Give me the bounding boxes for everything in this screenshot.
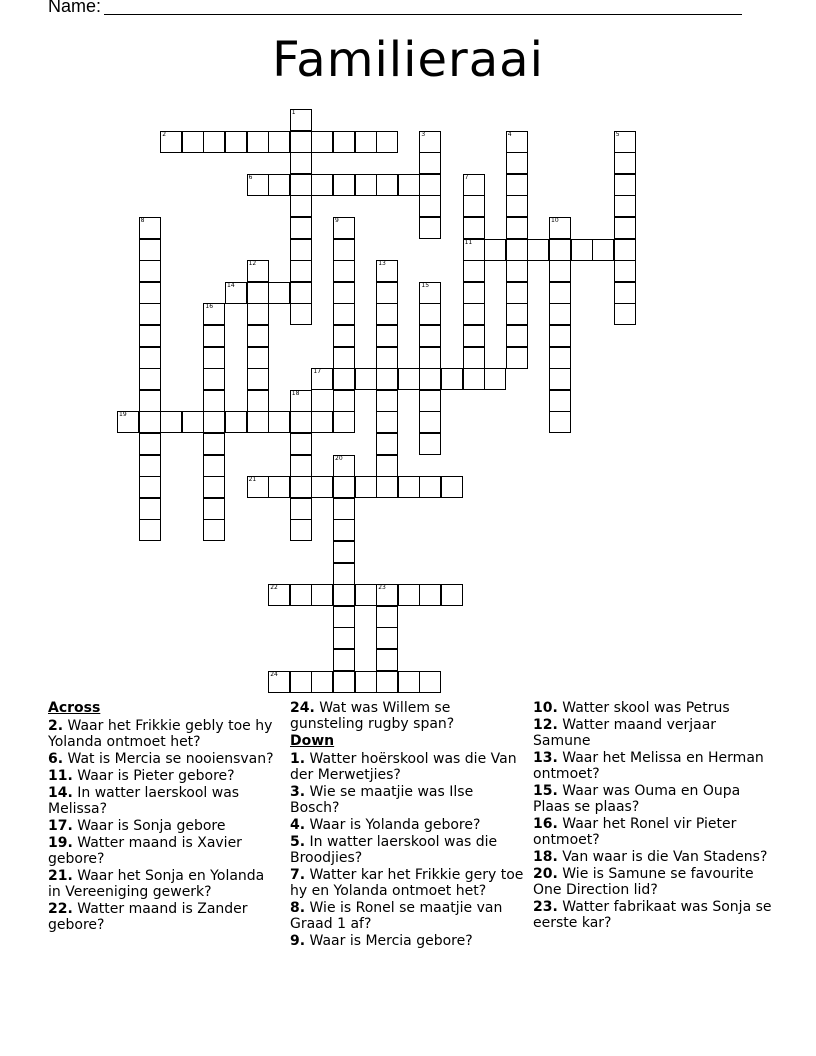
grid-cell[interactable] bbox=[419, 368, 441, 390]
grid-cell[interactable] bbox=[290, 174, 312, 196]
grid-cell[interactable] bbox=[419, 347, 441, 369]
grid-cell[interactable] bbox=[376, 455, 398, 477]
grid-cell[interactable] bbox=[290, 152, 312, 174]
grid-cell[interactable] bbox=[376, 282, 398, 304]
grid-cell[interactable] bbox=[203, 498, 225, 520]
clue-number-label: 3 bbox=[421, 130, 426, 138]
clue-text: Watter hoërskool was die Van der Merwetjies? bbox=[290, 751, 517, 783]
clue-number: 16. bbox=[533, 816, 558, 832]
grid-cell[interactable] bbox=[247, 282, 269, 304]
grid-cell[interactable] bbox=[203, 411, 225, 433]
grid-cell[interactable] bbox=[333, 541, 355, 563]
grid-cell[interactable] bbox=[333, 627, 355, 649]
grid-cell[interactable] bbox=[333, 606, 355, 628]
grid-cell[interactable] bbox=[484, 239, 506, 261]
clue-number-label: 8 bbox=[140, 217, 145, 224]
grid-cell[interactable] bbox=[333, 411, 355, 433]
clue-text: In watter laerskool was Melissa? bbox=[48, 785, 240, 817]
grid-cell[interactable] bbox=[549, 347, 571, 369]
grid-cell[interactable] bbox=[247, 390, 269, 412]
grid-cell[interactable] bbox=[333, 368, 355, 390]
grid-cell[interactable] bbox=[203, 131, 225, 153]
clue-text: Wat is Mercia se nooiensvan? bbox=[63, 751, 274, 767]
grid-cell[interactable] bbox=[419, 476, 441, 498]
grid-cell[interactable] bbox=[290, 671, 312, 693]
grid-cell[interactable] bbox=[506, 325, 528, 347]
clue-item bbox=[533, 816, 773, 848]
grid-cell[interactable] bbox=[506, 239, 528, 261]
grid-cell[interactable] bbox=[506, 217, 528, 239]
grid-cell[interactable] bbox=[311, 671, 333, 693]
grid-cell[interactable] bbox=[484, 368, 506, 390]
clue-item bbox=[533, 717, 773, 749]
grid-cell[interactable] bbox=[247, 325, 269, 347]
grid-cell[interactable] bbox=[203, 390, 225, 412]
clue-item bbox=[533, 700, 773, 716]
clue-number-label: 16 bbox=[205, 303, 214, 311]
clue-item bbox=[533, 899, 773, 931]
grid-cell[interactable] bbox=[139, 325, 161, 347]
grid-cell[interactable] bbox=[506, 282, 528, 304]
clue-column-1 bbox=[48, 700, 278, 934]
grid-cell[interactable] bbox=[139, 217, 161, 239]
grid-cell[interactable] bbox=[376, 303, 398, 325]
grid-cell[interactable] bbox=[398, 584, 420, 606]
clue-number-label: 22 bbox=[270, 584, 278, 592]
grid-cell[interactable] bbox=[398, 476, 420, 498]
clue-number-label: 23 bbox=[378, 584, 386, 592]
grid-cell[interactable] bbox=[247, 368, 269, 390]
grid-cell[interactable] bbox=[333, 519, 355, 541]
clue-text: In watter laerskool was die Broodjies? bbox=[290, 834, 498, 866]
clue-number: 19. bbox=[48, 835, 73, 851]
grid-cell[interactable] bbox=[376, 606, 398, 628]
clue-text: Watter kar het Frikkie gery toe hy en Yolanda ontmoet het? bbox=[290, 867, 524, 899]
grid-cell[interactable] bbox=[139, 455, 161, 477]
grid-cell[interactable] bbox=[160, 411, 182, 433]
grid-cell[interactable] bbox=[290, 433, 312, 455]
grid-cell[interactable] bbox=[376, 174, 398, 196]
grid-cell[interactable] bbox=[419, 217, 441, 239]
grid-cell[interactable] bbox=[290, 260, 312, 282]
clue-text: Waar was Ouma en Oupa Plaas se plaas? bbox=[533, 783, 741, 815]
grid-cell[interactable] bbox=[506, 174, 528, 196]
grid-cell[interactable] bbox=[419, 174, 441, 196]
grid-cell[interactable] bbox=[139, 390, 161, 412]
grid-cell[interactable] bbox=[268, 174, 290, 196]
clue-number: 10. bbox=[533, 700, 558, 716]
clue-item bbox=[290, 817, 525, 833]
grid-cell[interactable] bbox=[290, 303, 312, 325]
grid-cell[interactable] bbox=[463, 303, 485, 325]
clue-number-label: 9 bbox=[335, 217, 339, 224]
clue-text: Waar is Pieter gebore? bbox=[72, 768, 235, 784]
grid-cell[interactable] bbox=[419, 195, 441, 217]
grid-cell[interactable] bbox=[549, 325, 571, 347]
clue-number-label: 20 bbox=[335, 454, 343, 462]
grid-cell[interactable] bbox=[376, 325, 398, 347]
grid-cell[interactable] bbox=[614, 195, 636, 217]
clue-item bbox=[290, 867, 525, 899]
clue-item bbox=[290, 784, 525, 816]
clue-item bbox=[290, 751, 525, 783]
grid-cell[interactable] bbox=[290, 498, 312, 520]
grid-cell[interactable] bbox=[268, 282, 290, 304]
clue-item bbox=[290, 900, 525, 932]
clue-number: 15. bbox=[533, 783, 558, 799]
grid-cell[interactable] bbox=[376, 433, 398, 455]
clue-item bbox=[290, 700, 525, 732]
clue-number-label: 13 bbox=[378, 260, 386, 268]
grid-cell[interactable] bbox=[333, 325, 355, 347]
clue-text: Waar het Frikkie gebly toe hy Yolanda ontmoet het? bbox=[48, 718, 273, 750]
grid-cell[interactable] bbox=[268, 131, 290, 153]
clue-item bbox=[48, 751, 278, 767]
grid-cell[interactable] bbox=[419, 671, 441, 693]
grid-cell[interactable] bbox=[527, 239, 549, 261]
grid-cell[interactable] bbox=[549, 368, 571, 390]
grid-cell[interactable] bbox=[203, 433, 225, 455]
clue-text: Watter maand is Xavier gebore? bbox=[48, 835, 242, 867]
grid-cell[interactable] bbox=[333, 584, 355, 606]
clue-text: Wat was Willem se gunsteling rugby span? bbox=[290, 700, 455, 732]
clue-text: Waar is Sonja gebore bbox=[72, 818, 226, 834]
grid-cell[interactable] bbox=[333, 455, 355, 477]
grid-cell[interactable] bbox=[376, 347, 398, 369]
grid-cell[interactable] bbox=[203, 368, 225, 390]
clue-number-label: 1 bbox=[291, 109, 296, 116]
grid-cell[interactable] bbox=[463, 368, 485, 390]
grid-cell[interactable] bbox=[376, 649, 398, 671]
grid-cell[interactable] bbox=[506, 303, 528, 325]
grid-cell[interactable] bbox=[549, 303, 571, 325]
grid-cell[interactable] bbox=[333, 649, 355, 671]
grid-cell[interactable] bbox=[139, 239, 161, 261]
clue-item bbox=[48, 868, 278, 900]
grid-cell[interactable] bbox=[139, 260, 161, 282]
grid-cell[interactable] bbox=[203, 455, 225, 477]
grid-cell[interactable] bbox=[290, 519, 312, 541]
grid-cell[interactable] bbox=[355, 131, 377, 153]
clue-number: 22. bbox=[48, 901, 73, 917]
clue-number-label: 24 bbox=[270, 670, 278, 678]
grid-cell[interactable] bbox=[268, 476, 290, 498]
clue-item bbox=[533, 866, 773, 898]
grid-cell[interactable] bbox=[463, 174, 485, 196]
clue-item bbox=[48, 901, 278, 933]
grid-cell[interactable] bbox=[139, 519, 161, 541]
grid-cell[interactable] bbox=[203, 303, 225, 325]
grid-cell[interactable] bbox=[311, 476, 333, 498]
clue-text: Watter fabrikaat was Sonja se eerste kar? bbox=[533, 899, 772, 931]
grid-cell[interactable] bbox=[355, 476, 377, 498]
grid-cell[interactable] bbox=[419, 131, 441, 153]
name-label: Name: bbox=[48, 0, 102, 16]
grid-cell[interactable] bbox=[614, 174, 636, 196]
grid-cell[interactable] bbox=[290, 109, 312, 131]
clue-number: 6. bbox=[48, 751, 64, 767]
clue-number-label: 5 bbox=[615, 130, 620, 138]
grid-cell[interactable] bbox=[463, 195, 485, 217]
grid-cell[interactable] bbox=[247, 131, 269, 153]
grid-cell[interactable] bbox=[355, 584, 377, 606]
clue-item bbox=[533, 849, 773, 865]
grid-cell[interactable] bbox=[463, 347, 485, 369]
grid-cell[interactable] bbox=[376, 131, 398, 153]
clue-text: Wie is Samune se favourite One Direction lid? bbox=[533, 866, 754, 898]
clue-number: 23. bbox=[533, 899, 558, 915]
grid-cell[interactable] bbox=[355, 671, 377, 693]
clue-number: 7. bbox=[290, 867, 306, 883]
grid-cell[interactable] bbox=[419, 303, 441, 325]
clue-number-label: 11 bbox=[464, 238, 473, 246]
grid-cell[interactable] bbox=[182, 411, 204, 433]
clue-number-label: 18 bbox=[291, 389, 300, 397]
grid-cell[interactable] bbox=[268, 411, 290, 433]
grid-cell[interactable] bbox=[355, 174, 377, 196]
clue-number: 4. bbox=[290, 817, 306, 833]
grid-cell[interactable] bbox=[117, 411, 139, 433]
grid-cell[interactable] bbox=[333, 498, 355, 520]
grid-cell[interactable] bbox=[376, 390, 398, 412]
clue-number: 9. bbox=[290, 933, 306, 949]
grid-cell[interactable] bbox=[506, 131, 528, 153]
grid-cell[interactable] bbox=[614, 152, 636, 174]
grid-cell[interactable] bbox=[419, 325, 441, 347]
grid-cell[interactable] bbox=[376, 368, 398, 390]
clue-text: Waar is Mercia gebore? bbox=[305, 933, 473, 949]
grid-cell[interactable] bbox=[614, 217, 636, 239]
grid-cell[interactable] bbox=[182, 131, 204, 153]
grid-cell[interactable] bbox=[333, 239, 355, 261]
grid-cell[interactable] bbox=[463, 239, 485, 261]
grid-cell[interactable] bbox=[290, 455, 312, 477]
grid-cell[interactable] bbox=[333, 347, 355, 369]
clue-number: 14. bbox=[48, 785, 73, 801]
grid-cell[interactable] bbox=[247, 260, 269, 282]
grid-cell[interactable] bbox=[333, 563, 355, 585]
grid-cell[interactable] bbox=[290, 584, 312, 606]
grid-cell[interactable] bbox=[549, 282, 571, 304]
grid-cell[interactable] bbox=[290, 217, 312, 239]
grid-cell[interactable] bbox=[441, 368, 463, 390]
grid-cell[interactable] bbox=[139, 411, 161, 433]
grid-cell[interactable] bbox=[398, 174, 420, 196]
clue-number: 18. bbox=[533, 849, 558, 865]
grid-cell[interactable] bbox=[376, 584, 398, 606]
clue-item bbox=[48, 785, 278, 817]
grid-cell[interactable] bbox=[506, 347, 528, 369]
grid-cell[interactable] bbox=[549, 411, 571, 433]
grid-cell[interactable] bbox=[311, 411, 333, 433]
grid-cell[interactable] bbox=[203, 519, 225, 541]
grid-cell[interactable] bbox=[290, 195, 312, 217]
clue-number-label: 21 bbox=[248, 476, 257, 484]
grid-cell[interactable] bbox=[463, 282, 485, 304]
grid-cell[interactable] bbox=[290, 411, 312, 433]
clue-number-label: 2 bbox=[162, 130, 167, 138]
grid-cell[interactable] bbox=[549, 217, 571, 239]
grid-cell[interactable] bbox=[506, 152, 528, 174]
grid-cell[interactable] bbox=[419, 411, 441, 433]
grid-cell[interactable] bbox=[139, 498, 161, 520]
grid-cell[interactable] bbox=[376, 671, 398, 693]
grid-cell[interactable] bbox=[333, 390, 355, 412]
clue-number: 21. bbox=[48, 868, 73, 884]
clue-number: 3. bbox=[290, 784, 306, 800]
grid-cell[interactable] bbox=[290, 239, 312, 261]
grid-cell[interactable] bbox=[333, 260, 355, 282]
grid-cell[interactable] bbox=[441, 584, 463, 606]
clue-item bbox=[533, 750, 773, 782]
clue-number-label: 17 bbox=[313, 368, 322, 376]
grid-cell[interactable] bbox=[614, 282, 636, 304]
clue-text: Waar het Ronel vir Pieter ontmoet? bbox=[533, 816, 737, 848]
grid-cell[interactable] bbox=[139, 282, 161, 304]
grid-cell[interactable] bbox=[311, 131, 333, 153]
grid-cell[interactable] bbox=[311, 174, 333, 196]
grid-cell[interactable] bbox=[160, 131, 182, 153]
grid-cell[interactable] bbox=[203, 347, 225, 369]
clue-text: Waar het Sonja en Yolanda in Vereeniging gewerk? bbox=[48, 868, 265, 900]
clue-number: 11. bbox=[48, 768, 73, 784]
grid-cell[interactable] bbox=[549, 260, 571, 282]
clue-text: Wie se maatjie was Ilse Bosch? bbox=[290, 784, 474, 816]
clue-text: Watter skool was Petrus bbox=[557, 700, 730, 716]
grid-cell[interactable] bbox=[333, 131, 355, 153]
clue-text: Van waar is die Van Stadens? bbox=[557, 849, 768, 865]
grid-cell[interactable] bbox=[225, 282, 247, 304]
grid-cell[interactable] bbox=[549, 239, 571, 261]
grid-cell[interactable] bbox=[376, 411, 398, 433]
grid-cell[interactable] bbox=[419, 152, 441, 174]
grid-cell[interactable] bbox=[398, 671, 420, 693]
grid-cell[interactable] bbox=[247, 411, 269, 433]
grid-cell[interactable] bbox=[614, 303, 636, 325]
clue-number: 12. bbox=[533, 717, 558, 733]
grid-cell[interactable] bbox=[139, 433, 161, 455]
clue-number: 17. bbox=[48, 818, 73, 834]
grid-cell[interactable] bbox=[203, 325, 225, 347]
grid-cell[interactable] bbox=[614, 260, 636, 282]
down-heading: Down bbox=[290, 733, 335, 749]
grid-cell[interactable] bbox=[333, 174, 355, 196]
clue-text: Waar het Melissa en Herman ontmoet? bbox=[533, 750, 764, 782]
clue-number: 1. bbox=[290, 751, 306, 767]
grid-cell[interactable] bbox=[333, 303, 355, 325]
grid-cell[interactable] bbox=[247, 347, 269, 369]
grid-cell[interactable] bbox=[614, 131, 636, 153]
grid-cell[interactable] bbox=[247, 303, 269, 325]
clue-number: 8. bbox=[290, 900, 306, 916]
grid-cell[interactable] bbox=[398, 368, 420, 390]
clue-item bbox=[533, 783, 773, 815]
clue-number-label: 12 bbox=[248, 260, 257, 268]
clue-item bbox=[290, 834, 525, 866]
grid-cell[interactable] bbox=[311, 584, 333, 606]
clue-text: Wie is Ronel se maatjie van Graad 1 af? bbox=[290, 900, 503, 932]
clue-number-label: 10 bbox=[551, 217, 559, 224]
clue-number-label: 7 bbox=[464, 173, 469, 181]
across-heading: Across bbox=[48, 700, 101, 716]
grid-cell[interactable] bbox=[419, 390, 441, 412]
grid-cell[interactable] bbox=[247, 476, 269, 498]
clue-number-label: 6 bbox=[248, 173, 253, 181]
grid-cell[interactable] bbox=[463, 217, 485, 239]
grid-cell[interactable] bbox=[376, 627, 398, 649]
clue-column-2 bbox=[290, 700, 525, 950]
clue-text: Watter maand verjaar Samune bbox=[533, 717, 717, 749]
grid-cell[interactable] bbox=[592, 239, 614, 261]
clue-number: 2. bbox=[48, 718, 64, 734]
clue-number: 20. bbox=[533, 866, 558, 882]
clue-item bbox=[48, 835, 278, 867]
grid-cell[interactable] bbox=[419, 282, 441, 304]
grid-cell[interactable] bbox=[419, 433, 441, 455]
grid-cell[interactable] bbox=[225, 411, 247, 433]
clue-number: 24. bbox=[290, 700, 315, 716]
clue-item bbox=[48, 818, 278, 834]
clue-number-label: 14 bbox=[227, 281, 235, 289]
grid-cell[interactable] bbox=[614, 239, 636, 261]
grid-cell[interactable] bbox=[333, 217, 355, 239]
grid-cell[interactable] bbox=[225, 131, 247, 153]
grid-cell[interactable] bbox=[441, 476, 463, 498]
clue-item bbox=[290, 933, 525, 949]
grid-cell[interactable] bbox=[376, 476, 398, 498]
clue-text: Waar is Yolanda gebore? bbox=[305, 817, 481, 833]
clue-number: 5. bbox=[290, 834, 306, 850]
clue-text: Watter maand is Zander gebore? bbox=[48, 901, 248, 933]
grid-cell[interactable] bbox=[376, 260, 398, 282]
grid-cell[interactable] bbox=[463, 260, 485, 282]
grid-cell[interactable] bbox=[290, 282, 312, 304]
page-title: Familieraai bbox=[272, 32, 544, 88]
grid-cell[interactable] bbox=[571, 239, 593, 261]
grid-cell[interactable] bbox=[268, 671, 290, 693]
grid-cell[interactable] bbox=[290, 390, 312, 412]
grid-cell[interactable] bbox=[139, 368, 161, 390]
grid-cell[interactable] bbox=[203, 476, 225, 498]
clue-number: 13. bbox=[533, 750, 558, 766]
grid-cell[interactable] bbox=[355, 368, 377, 390]
grid-cell[interactable] bbox=[463, 325, 485, 347]
grid-cell[interactable] bbox=[290, 131, 312, 153]
grid-cell[interactable] bbox=[139, 303, 161, 325]
grid-cell[interactable] bbox=[506, 195, 528, 217]
clue-number-label: 15 bbox=[421, 281, 430, 289]
grid-cell[interactable] bbox=[419, 584, 441, 606]
grid-cell[interactable] bbox=[268, 584, 290, 606]
clue-number-label: 4 bbox=[507, 130, 512, 138]
grid-cell[interactable] bbox=[139, 347, 161, 369]
grid-cell[interactable] bbox=[333, 476, 355, 498]
grid-cell[interactable] bbox=[506, 260, 528, 282]
clue-item bbox=[48, 768, 278, 784]
clue-column-3 bbox=[533, 700, 773, 932]
grid-cell[interactable] bbox=[290, 476, 312, 498]
clue-number-label: 19 bbox=[119, 411, 127, 419]
grid-cell[interactable] bbox=[549, 390, 571, 412]
grid-cell[interactable] bbox=[333, 671, 355, 693]
grid-cell[interactable] bbox=[139, 476, 161, 498]
grid-cell[interactable] bbox=[311, 368, 333, 390]
clue-item bbox=[48, 718, 278, 750]
grid-cell[interactable] bbox=[247, 174, 269, 196]
grid-cell[interactable] bbox=[333, 282, 355, 304]
